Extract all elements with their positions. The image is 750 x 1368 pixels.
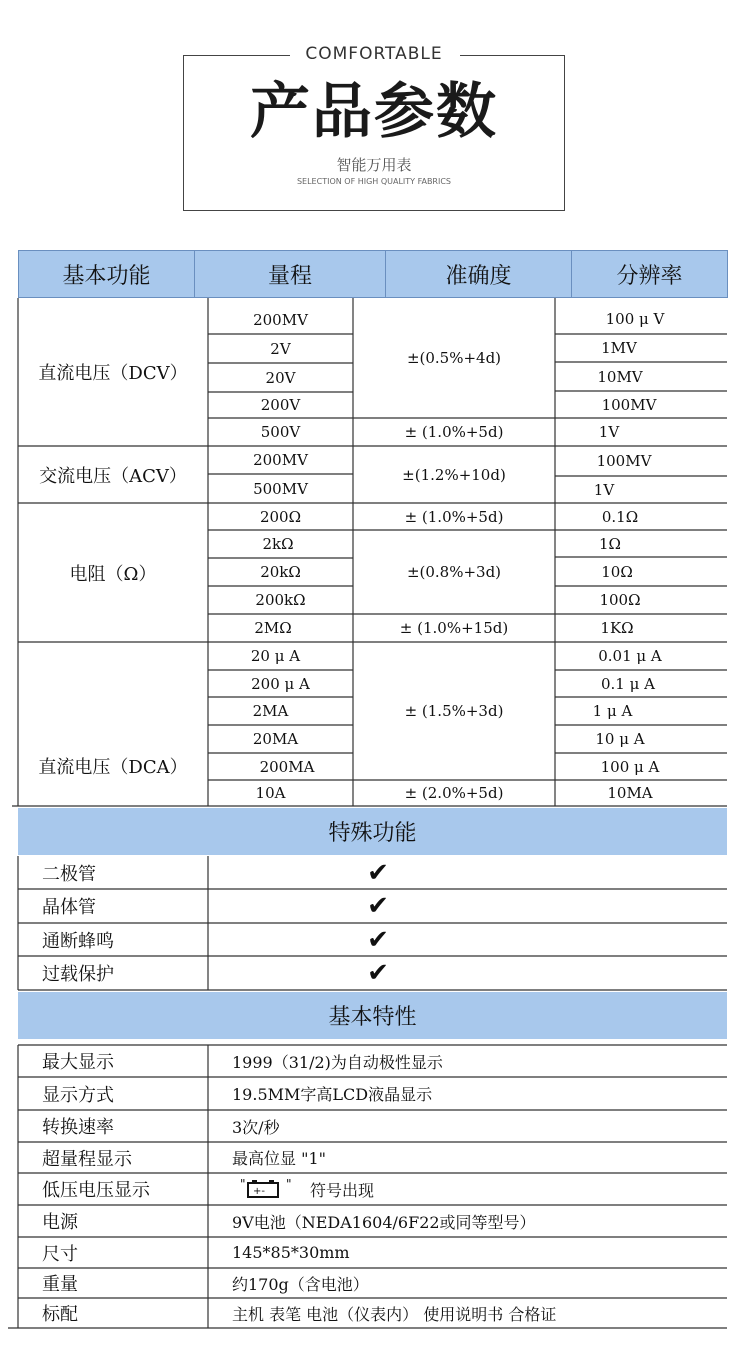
resolution-cell: 1V: [593, 480, 615, 499]
column-header-accuracy: 准确度: [385, 250, 572, 298]
accuracy-cell: ± (1.0%+5d): [404, 507, 504, 526]
spec-value: 145*85*30mm: [232, 1243, 350, 1262]
resolution-cell: 1V: [598, 423, 620, 441]
column-header-resolution: 分辨率: [571, 250, 728, 298]
check-icon: ✔: [367, 958, 389, 988]
range-cell: 20V: [265, 368, 296, 387]
spec-label: 转换速率: [42, 1117, 114, 1138]
special-item: 晶体管: [42, 897, 96, 918]
page-tagline: SELECTION OF HIGH QUALITY FABRICS: [296, 177, 452, 186]
range-cell: 20kΩ: [260, 563, 301, 581]
spec-label: 尺寸: [42, 1243, 78, 1265]
section-special-functions: 特殊功能: [18, 808, 727, 855]
range-cell: 500MV: [253, 479, 308, 498]
spec-label: 低压电压显示: [42, 1180, 150, 1201]
resolution-cell: 100 μ V: [605, 310, 665, 328]
resolution-cell: 10 μ A: [595, 730, 645, 748]
accuracy-cell: ± (1.0%+5d): [404, 423, 504, 441]
resolution-cell: 10Ω: [601, 562, 633, 581]
range-cell: 2MA: [252, 702, 289, 720]
spec-label: 电源: [42, 1212, 78, 1233]
svg-text:": ": [286, 1178, 292, 1191]
accuracy-cell: ± (2.0%+5d): [404, 784, 504, 802]
range-cell: 200V: [260, 396, 301, 414]
column-header-range: 量程: [194, 250, 386, 298]
spec-value: 主机 表笔 电池（仪表内） 使用说明书 合格证: [232, 1304, 557, 1324]
special-item: 二极管: [42, 863, 96, 885]
header-label-en: COMFORTABLE: [305, 44, 443, 64]
range-cell: 2MΩ: [254, 619, 292, 637]
range-cell: 20 μ A: [250, 647, 301, 665]
range-cell: 200MA: [259, 757, 315, 776]
range-cell: 2kΩ: [262, 535, 294, 553]
page-title: 产品参数: [250, 77, 498, 147]
check-icon: ✔: [367, 924, 389, 955]
resolution-cell: 100Ω: [599, 591, 641, 609]
spec-label: 标配: [42, 1304, 78, 1325]
resolution-cell: 10MV: [597, 367, 643, 386]
accuracy-cell: ± (1.0%+15d): [399, 619, 509, 637]
range-cell: 200 μ A: [251, 674, 310, 693]
accuracy-cell: ± (1.5%+3d): [404, 702, 504, 720]
resolution-cell: 0.01 μ A: [598, 647, 662, 665]
range-cell: 200MV: [253, 451, 308, 469]
page-subtitle: 智能万用表: [336, 156, 412, 174]
spec-label: 重量: [42, 1274, 78, 1295]
resolution-cell: 100MV: [601, 395, 657, 414]
accuracy-cell: ±(0.5%+4d): [406, 349, 502, 367]
accuracy-cell: ±(1.2%+10d): [402, 465, 506, 484]
spec-label: 显示方式: [42, 1084, 114, 1106]
resolution-cell: 1Ω: [599, 534, 621, 553]
special-item: 过载保护: [42, 964, 114, 985]
range-cell: 2V: [270, 339, 291, 358]
svg-text:": ": [240, 1178, 246, 1191]
check-icon: ✔: [367, 857, 389, 888]
spec-value-battery-symbol: [208, 1173, 727, 1205]
column-header-function: 基本功能: [18, 250, 195, 298]
check-icon: ✔: [367, 891, 389, 921]
special-item: 通断蜂鸣: [42, 930, 114, 952]
function-dca: 直流电压（DCA）: [38, 757, 188, 778]
range-cell: 10A: [255, 784, 286, 802]
accuracy-cell: ±(0.8%+3d): [406, 563, 502, 581]
function-acv: 交流电压（ACV）: [39, 465, 187, 487]
resolution-cell: 100MV: [596, 452, 652, 470]
range-cell: 200MV: [253, 311, 308, 329]
range-cell: 200kΩ: [255, 591, 306, 609]
range-cell: 20MA: [252, 730, 299, 748]
spec-value: 9V电池（NEDA1604/6F22或同等型号）: [232, 1212, 536, 1232]
range-cell: 500V: [260, 423, 301, 441]
spec-value: 19.5MM字高LCD液晶显示: [232, 1085, 433, 1104]
resolution-cell: 1 μ A: [592, 702, 633, 720]
spec-label: 最大显示: [42, 1052, 114, 1073]
resolution-cell: 1MV: [601, 339, 637, 357]
resolution-cell: 0.1 μ A: [601, 674, 655, 693]
function-resistance: 电阻（Ω）: [69, 563, 157, 585]
spec-value: 最高位显 "1": [232, 1149, 326, 1168]
spec-value: 符号出现: [310, 1180, 375, 1200]
battery-icon: [232, 1178, 302, 1200]
range-cell: 200Ω: [259, 507, 302, 526]
spec-value: 1999（31/2)为自动极性显示: [232, 1052, 443, 1072]
function-dcv: 直流电压（DCV）: [38, 363, 188, 384]
spec-value: 3次/秒: [232, 1117, 280, 1137]
resolution-cell: 1KΩ: [600, 619, 634, 637]
spec-value: 约170g（含电池）: [232, 1274, 369, 1294]
section-basic-specs: 基本特性: [18, 992, 727, 1039]
resolution-cell: 10MA: [607, 784, 653, 802]
resolution-cell: 100 μ A: [600, 757, 660, 776]
svg-text:+-: +-: [253, 1186, 265, 1197]
resolution-cell: 0.1Ω: [601, 507, 639, 526]
spec-label: 超量程显示: [42, 1148, 132, 1170]
